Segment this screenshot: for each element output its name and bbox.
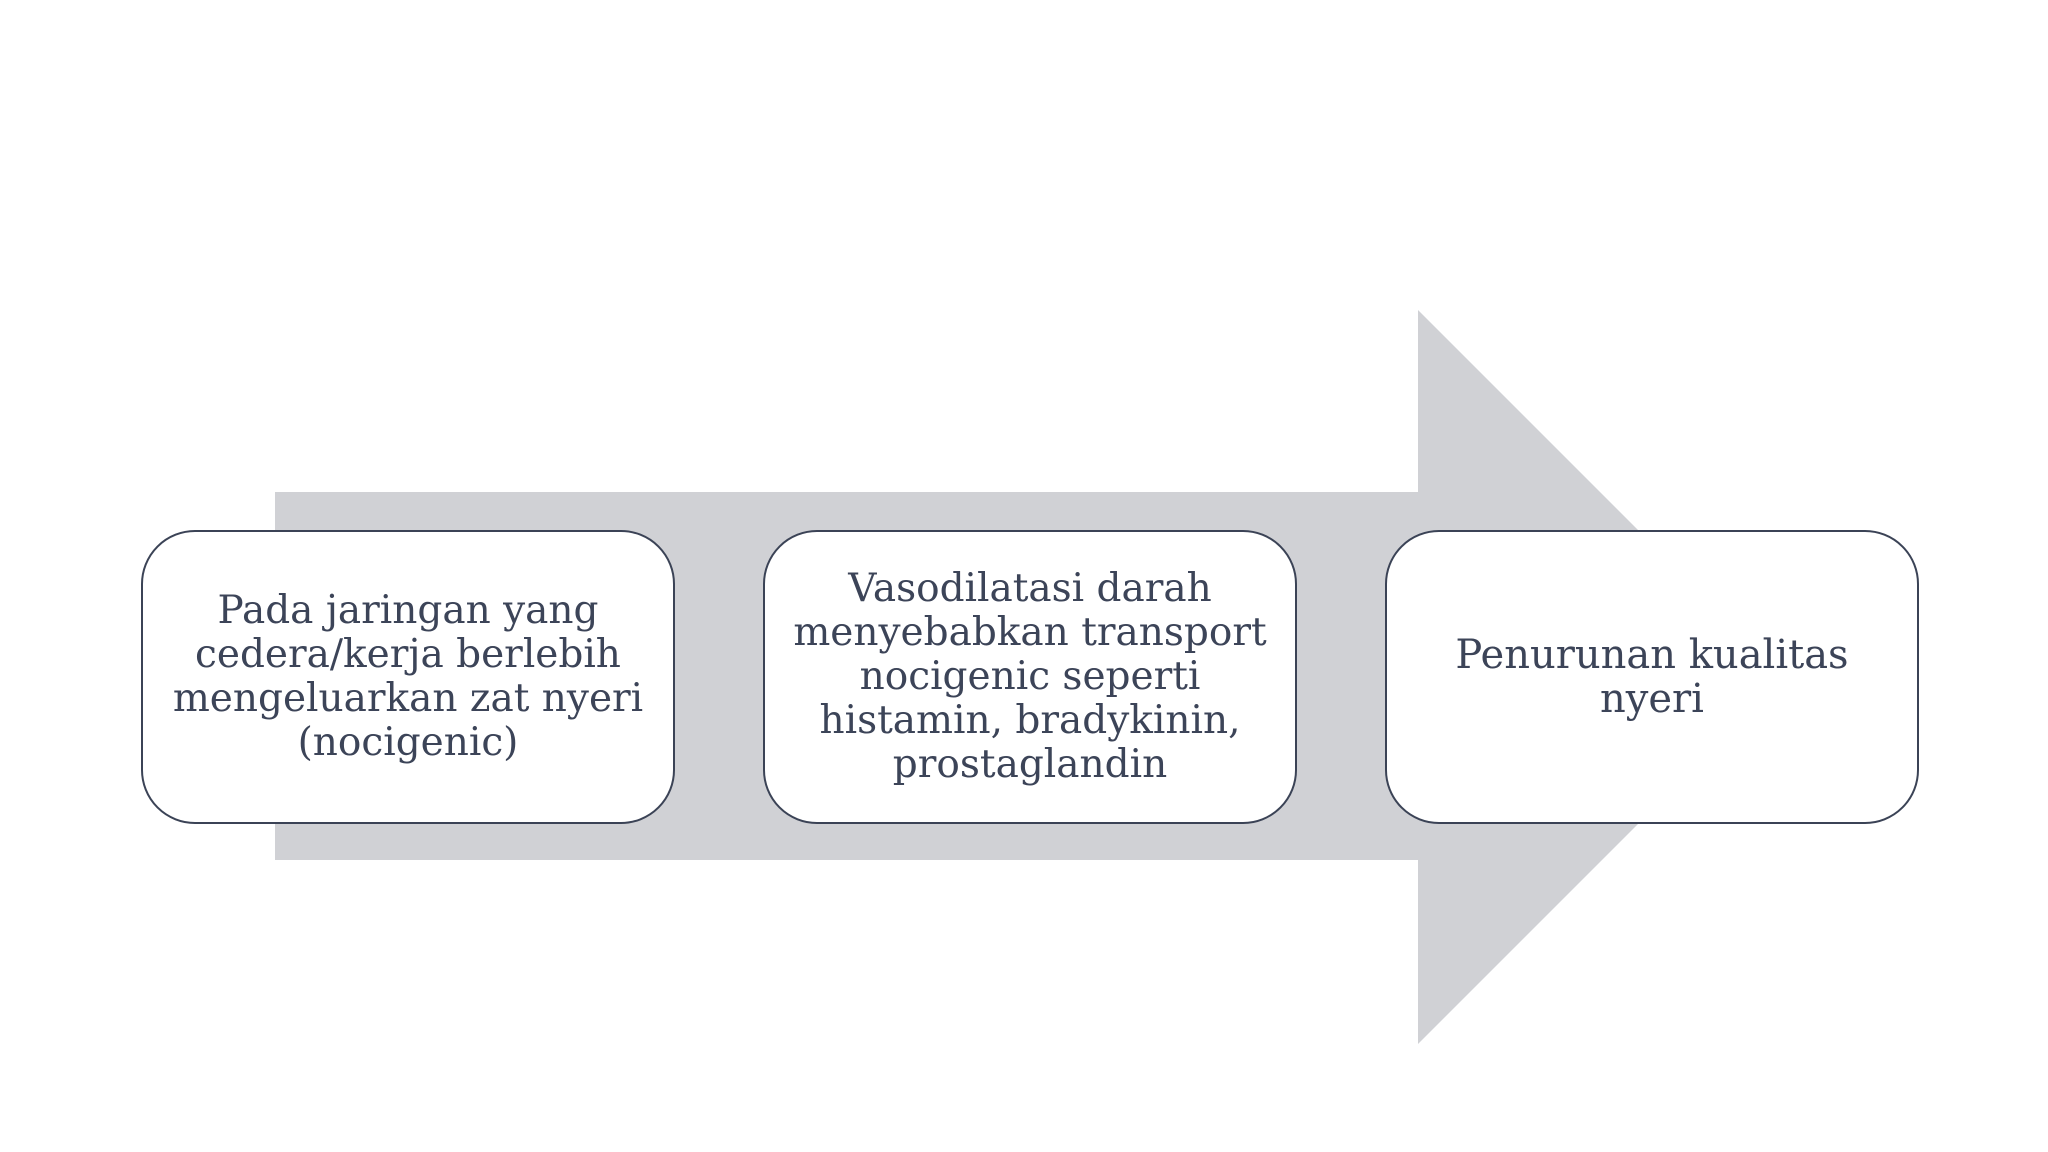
step-box-2 (763, 530, 1297, 824)
step-3-text: Penurunan kualitas nyeri (1455, 632, 1849, 722)
step-1-text: Pada jaringan yang cedera/kerja berlebih mengeluarkan zat nyeri (nocigenic) (172, 588, 644, 765)
step-2-text: Vasodilatasi darah menyebabkan transport nocigenic seperti histamin, bradykinin, prostaglandin (793, 566, 1267, 787)
step-box-3 (1385, 530, 1919, 824)
step-box-1 (141, 530, 675, 824)
